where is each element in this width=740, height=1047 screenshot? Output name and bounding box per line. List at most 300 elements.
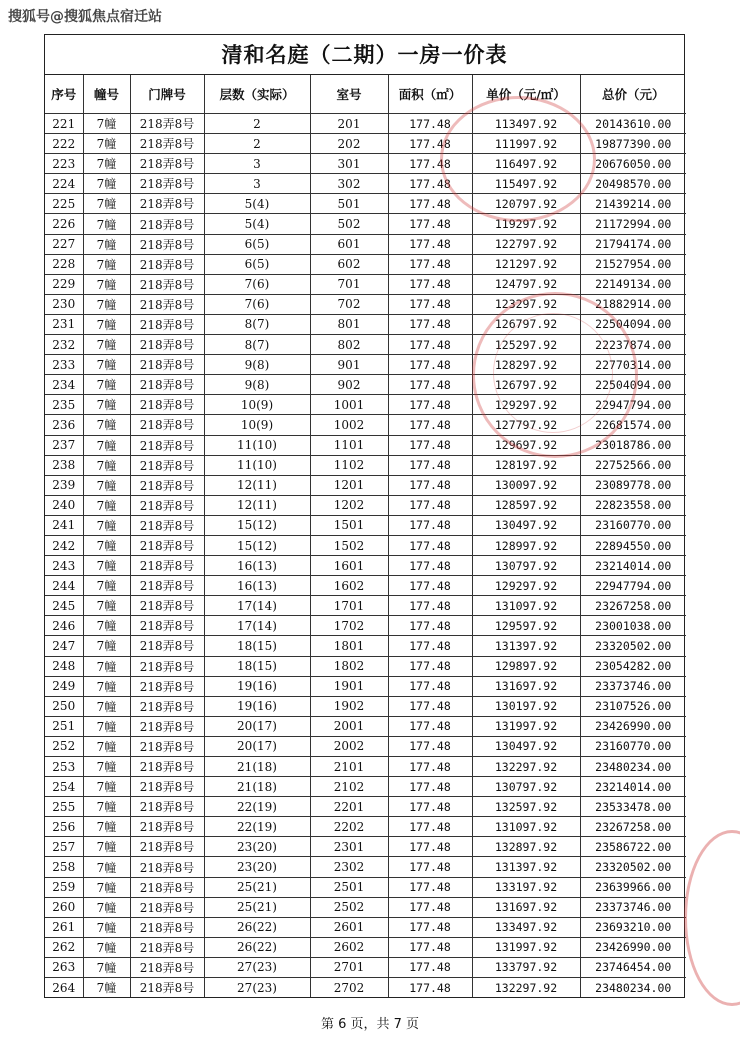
cell-room: 2501 xyxy=(310,877,388,897)
cell-area: 177.48 xyxy=(388,817,472,837)
cell-total-price: 20143610.00 xyxy=(580,114,686,134)
table-row xyxy=(45,676,686,696)
cell-unit-price: 131097.92 xyxy=(472,817,580,837)
table-row xyxy=(45,978,686,998)
cell-door-number: 218弄8号 xyxy=(130,556,204,576)
cell-room: 702 xyxy=(310,294,388,314)
cell-total-price: 23320502.00 xyxy=(580,857,686,877)
cell-room: 2202 xyxy=(310,817,388,837)
cell-unit-price: 130197.92 xyxy=(472,696,580,716)
cell-building: 7幢 xyxy=(83,817,130,837)
price-table xyxy=(45,75,686,997)
cell-door-number: 218弄8号 xyxy=(130,797,204,817)
table-row xyxy=(45,234,686,254)
cell-total-price: 23267258.00 xyxy=(580,817,686,837)
cell-building: 7幢 xyxy=(83,576,130,596)
cell-room: 1502 xyxy=(310,535,388,555)
cell-floor: 10(9) xyxy=(204,395,310,415)
cell-unit-price: 130497.92 xyxy=(472,736,580,756)
header-area: 面积（㎡） xyxy=(388,75,472,114)
cell-unit-price: 126797.92 xyxy=(472,375,580,395)
cell-index: 231 xyxy=(45,314,83,334)
cell-unit-price: 115497.92 xyxy=(472,174,580,194)
cell-room: 1202 xyxy=(310,495,388,515)
cell-building: 7幢 xyxy=(83,656,130,676)
cell-building: 7幢 xyxy=(83,395,130,415)
cell-index: 243 xyxy=(45,556,83,576)
cell-room: 1102 xyxy=(310,455,388,475)
cell-floor: 7(6) xyxy=(204,274,310,294)
cell-area: 177.48 xyxy=(388,274,472,294)
cell-door-number: 218弄8号 xyxy=(130,596,204,616)
cell-building: 7幢 xyxy=(83,777,130,797)
cell-floor: 23(20) xyxy=(204,837,310,857)
cell-floor: 2 xyxy=(204,134,310,154)
cell-building: 7幢 xyxy=(83,194,130,214)
cell-total-price: 23160770.00 xyxy=(580,736,686,756)
cell-unit-price: 129297.92 xyxy=(472,395,580,415)
cell-index: 233 xyxy=(45,355,83,375)
cell-building: 7幢 xyxy=(83,917,130,937)
table-row xyxy=(45,576,686,596)
table-row xyxy=(45,294,686,314)
cell-room: 2102 xyxy=(310,777,388,797)
cell-area: 177.48 xyxy=(388,897,472,917)
cell-floor: 5(4) xyxy=(204,194,310,214)
cell-door-number: 218弄8号 xyxy=(130,355,204,375)
cell-room: 1801 xyxy=(310,636,388,656)
cell-unit-price: 120797.92 xyxy=(472,194,580,214)
cell-floor: 7(6) xyxy=(204,294,310,314)
cell-floor: 5(4) xyxy=(204,214,310,234)
cell-door-number: 218弄8号 xyxy=(130,274,204,294)
cell-index: 241 xyxy=(45,515,83,535)
cell-door-number: 218弄8号 xyxy=(130,656,204,676)
cell-index: 263 xyxy=(45,957,83,977)
table-row xyxy=(45,837,686,857)
cell-floor: 16(13) xyxy=(204,556,310,576)
table-row xyxy=(45,214,686,234)
table-row xyxy=(45,656,686,676)
cell-area: 177.48 xyxy=(388,937,472,957)
cell-room: 1601 xyxy=(310,556,388,576)
table-row xyxy=(45,415,686,435)
cell-area: 177.48 xyxy=(388,656,472,676)
cell-index: 262 xyxy=(45,937,83,957)
cell-area: 177.48 xyxy=(388,556,472,576)
cell-index: 236 xyxy=(45,415,83,435)
cell-total-price: 23267258.00 xyxy=(580,596,686,616)
cell-door-number: 218弄8号 xyxy=(130,455,204,475)
cell-area: 177.48 xyxy=(388,475,472,495)
cell-floor: 21(18) xyxy=(204,777,310,797)
cell-area: 177.48 xyxy=(388,415,472,435)
cell-area: 177.48 xyxy=(388,736,472,756)
cell-floor: 25(21) xyxy=(204,877,310,897)
cell-area: 177.48 xyxy=(388,716,472,736)
cell-index: 248 xyxy=(45,656,83,676)
table-row xyxy=(45,515,686,535)
table-row xyxy=(45,314,686,334)
cell-floor: 19(16) xyxy=(204,676,310,696)
cell-unit-price: 128997.92 xyxy=(472,535,580,555)
cell-door-number: 218弄8号 xyxy=(130,576,204,596)
cell-building: 7幢 xyxy=(83,897,130,917)
table-body xyxy=(45,114,686,998)
cell-index: 225 xyxy=(45,194,83,214)
table-row xyxy=(45,335,686,355)
cell-building: 7幢 xyxy=(83,837,130,857)
cell-total-price: 21794174.00 xyxy=(580,234,686,254)
cell-door-number: 218弄8号 xyxy=(130,535,204,555)
table-row xyxy=(45,937,686,957)
cell-floor: 20(17) xyxy=(204,716,310,736)
cell-floor: 8(7) xyxy=(204,335,310,355)
cell-room: 602 xyxy=(310,254,388,274)
cell-total-price: 21882914.00 xyxy=(580,294,686,314)
cell-door-number: 218弄8号 xyxy=(130,897,204,917)
cell-unit-price: 129697.92 xyxy=(472,435,580,455)
cell-total-price: 22823558.00 xyxy=(580,495,686,515)
cell-floor: 17(14) xyxy=(204,596,310,616)
cell-area: 177.48 xyxy=(388,194,472,214)
page-footer: 第 6 页，共 7 页 xyxy=(320,1017,420,1032)
cell-unit-price: 123297.92 xyxy=(472,294,580,314)
cell-total-price: 23746454.00 xyxy=(580,957,686,977)
cell-unit-price: 128597.92 xyxy=(472,495,580,515)
cell-floor: 23(20) xyxy=(204,857,310,877)
cell-total-price: 23586722.00 xyxy=(580,837,686,857)
cell-total-price: 23320502.00 xyxy=(580,636,686,656)
cell-room: 801 xyxy=(310,314,388,334)
cell-unit-price: 130797.92 xyxy=(472,777,580,797)
cell-floor: 27(23) xyxy=(204,957,310,977)
cell-unit-price: 116497.92 xyxy=(472,154,580,174)
table-row xyxy=(45,134,686,154)
cell-building: 7幢 xyxy=(83,335,130,355)
cell-room: 1101 xyxy=(310,435,388,455)
cell-unit-price: 124797.92 xyxy=(472,274,580,294)
cell-room: 701 xyxy=(310,274,388,294)
table-row xyxy=(45,395,686,415)
cell-index: 222 xyxy=(45,134,83,154)
cell-door-number: 218弄8号 xyxy=(130,114,204,134)
cell-index: 256 xyxy=(45,817,83,837)
cell-door-number: 218弄8号 xyxy=(130,777,204,797)
cell-unit-price: 133197.92 xyxy=(472,877,580,897)
cell-area: 177.48 xyxy=(388,495,472,515)
table-row xyxy=(45,897,686,917)
cell-unit-price: 130097.92 xyxy=(472,475,580,495)
cell-total-price: 23018786.00 xyxy=(580,435,686,455)
cell-floor: 11(10) xyxy=(204,435,310,455)
cell-building: 7幢 xyxy=(83,636,130,656)
table-row xyxy=(45,736,686,756)
cell-index: 245 xyxy=(45,596,83,616)
cell-building: 7幢 xyxy=(83,676,130,696)
cell-floor: 9(8) xyxy=(204,375,310,395)
cell-floor: 15(12) xyxy=(204,515,310,535)
cell-building: 7幢 xyxy=(83,716,130,736)
cell-building: 7幢 xyxy=(83,355,130,375)
cell-index: 252 xyxy=(45,736,83,756)
table-row xyxy=(45,716,686,736)
table-row xyxy=(45,917,686,937)
cell-area: 177.48 xyxy=(388,957,472,977)
cell-door-number: 218弄8号 xyxy=(130,314,204,334)
cell-floor: 17(14) xyxy=(204,616,310,636)
cell-total-price: 23639966.00 xyxy=(580,877,686,897)
cell-building: 7幢 xyxy=(83,957,130,977)
cell-unit-price: 131397.92 xyxy=(472,857,580,877)
table-row xyxy=(45,274,686,294)
cell-unit-price: 113497.92 xyxy=(472,114,580,134)
cell-area: 177.48 xyxy=(388,616,472,636)
cell-building: 7幢 xyxy=(83,556,130,576)
cell-total-price: 22504094.00 xyxy=(580,375,686,395)
cell-room: 2302 xyxy=(310,857,388,877)
cell-area: 177.48 xyxy=(388,254,472,274)
cell-door-number: 218弄8号 xyxy=(130,716,204,736)
cell-total-price: 22947794.00 xyxy=(580,395,686,415)
cell-door-number: 218弄8号 xyxy=(130,736,204,756)
cell-floor: 11(10) xyxy=(204,455,310,475)
cell-door-number: 218弄8号 xyxy=(130,435,204,455)
cell-total-price: 23373746.00 xyxy=(580,676,686,696)
cell-floor: 6(5) xyxy=(204,234,310,254)
cell-room: 1201 xyxy=(310,475,388,495)
cell-total-price: 23054282.00 xyxy=(580,656,686,676)
watermark-text: 搜狐号@搜狐焦点宿迁站 xyxy=(8,9,162,25)
cell-unit-price: 125297.92 xyxy=(472,335,580,355)
cell-building: 7幢 xyxy=(83,475,130,495)
cell-total-price: 19877390.00 xyxy=(580,134,686,154)
table-row xyxy=(45,696,686,716)
cell-area: 177.48 xyxy=(388,174,472,194)
cell-area: 177.48 xyxy=(388,576,472,596)
cell-area: 177.48 xyxy=(388,435,472,455)
cell-room: 1902 xyxy=(310,696,388,716)
table-row xyxy=(45,757,686,777)
cell-building: 7幢 xyxy=(83,455,130,475)
cell-total-price: 20676050.00 xyxy=(580,154,686,174)
cell-floor: 18(15) xyxy=(204,636,310,656)
cell-total-price: 23001038.00 xyxy=(580,616,686,636)
table-row xyxy=(45,636,686,656)
cell-room: 902 xyxy=(310,375,388,395)
cell-unit-price: 119297.92 xyxy=(472,214,580,234)
cell-door-number: 218弄8号 xyxy=(130,978,204,998)
cell-door-number: 218弄8号 xyxy=(130,214,204,234)
cell-index: 237 xyxy=(45,435,83,455)
cell-unit-price: 129597.92 xyxy=(472,616,580,636)
cell-index: 229 xyxy=(45,274,83,294)
cell-index: 224 xyxy=(45,174,83,194)
cell-room: 1901 xyxy=(310,676,388,696)
cell-unit-price: 131997.92 xyxy=(472,716,580,736)
cell-unit-price: 129297.92 xyxy=(472,576,580,596)
cell-index: 226 xyxy=(45,214,83,234)
cell-room: 1501 xyxy=(310,515,388,535)
table-row xyxy=(45,375,686,395)
cell-building: 7幢 xyxy=(83,214,130,234)
cell-floor: 19(16) xyxy=(204,696,310,716)
cell-building: 7幢 xyxy=(83,757,130,777)
cell-floor: 15(12) xyxy=(204,535,310,555)
cell-door-number: 218弄8号 xyxy=(130,174,204,194)
cell-door-number: 218弄8号 xyxy=(130,495,204,515)
cell-total-price: 21172994.00 xyxy=(580,214,686,234)
cell-area: 177.48 xyxy=(388,535,472,555)
cell-building: 7幢 xyxy=(83,616,130,636)
cell-index: 247 xyxy=(45,636,83,656)
cell-room: 2101 xyxy=(310,757,388,777)
cell-index: 239 xyxy=(45,475,83,495)
cell-total-price: 23373746.00 xyxy=(580,897,686,917)
table-header-row xyxy=(45,75,686,114)
cell-room: 2301 xyxy=(310,837,388,857)
cell-area: 177.48 xyxy=(388,455,472,475)
header-room: 室号 xyxy=(310,75,388,114)
cell-room: 1701 xyxy=(310,596,388,616)
header-index: 序号 xyxy=(45,75,83,114)
cell-area: 177.48 xyxy=(388,395,472,415)
cell-door-number: 218弄8号 xyxy=(130,917,204,937)
cell-index: 255 xyxy=(45,797,83,817)
cell-room: 201 xyxy=(310,114,388,134)
cell-building: 7幢 xyxy=(83,174,130,194)
edge-seal xyxy=(684,830,740,1006)
cell-area: 177.48 xyxy=(388,777,472,797)
cell-area: 177.48 xyxy=(388,515,472,535)
header-door-number: 门牌号 xyxy=(130,75,204,114)
cell-index: 244 xyxy=(45,576,83,596)
cell-total-price: 23089778.00 xyxy=(580,475,686,495)
cell-building: 7幢 xyxy=(83,114,130,134)
table-row xyxy=(45,154,686,174)
cell-building: 7幢 xyxy=(83,495,130,515)
cell-room: 2602 xyxy=(310,937,388,957)
cell-total-price: 23693210.00 xyxy=(580,917,686,937)
cell-floor: 2 xyxy=(204,114,310,134)
cell-unit-price: 111997.92 xyxy=(472,134,580,154)
cell-door-number: 218弄8号 xyxy=(130,676,204,696)
cell-building: 7幢 xyxy=(83,314,130,334)
cell-unit-price: 122797.92 xyxy=(472,234,580,254)
cell-floor: 12(11) xyxy=(204,495,310,515)
cell-door-number: 218弄8号 xyxy=(130,937,204,957)
cell-area: 177.48 xyxy=(388,134,472,154)
cell-index: 227 xyxy=(45,234,83,254)
cell-area: 177.48 xyxy=(388,596,472,616)
cell-area: 177.48 xyxy=(388,314,472,334)
cell-unit-price: 131697.92 xyxy=(472,897,580,917)
cell-building: 7幢 xyxy=(83,134,130,154)
cell-door-number: 218弄8号 xyxy=(130,335,204,355)
table-row xyxy=(45,194,686,214)
cell-total-price: 23533478.00 xyxy=(580,797,686,817)
cell-building: 7幢 xyxy=(83,375,130,395)
cell-building: 7幢 xyxy=(83,274,130,294)
cell-unit-price: 121297.92 xyxy=(472,254,580,274)
cell-floor: 9(8) xyxy=(204,355,310,375)
cell-index: 234 xyxy=(45,375,83,395)
cell-building: 7幢 xyxy=(83,696,130,716)
cell-index: 253 xyxy=(45,757,83,777)
cell-building: 7幢 xyxy=(83,415,130,435)
cell-total-price: 22752566.00 xyxy=(580,455,686,475)
cell-area: 177.48 xyxy=(388,375,472,395)
cell-room: 502 xyxy=(310,214,388,234)
cell-area: 177.48 xyxy=(388,214,472,234)
table-row xyxy=(45,114,686,134)
cell-total-price: 22770314.00 xyxy=(580,355,686,375)
cell-door-number: 218弄8号 xyxy=(130,616,204,636)
table-row xyxy=(45,616,686,636)
cell-index: 240 xyxy=(45,495,83,515)
cell-index: 238 xyxy=(45,455,83,475)
header-building: 幢号 xyxy=(83,75,130,114)
cell-index: 242 xyxy=(45,535,83,555)
cell-door-number: 218弄8号 xyxy=(130,636,204,656)
cell-unit-price: 128297.92 xyxy=(472,355,580,375)
cell-room: 1002 xyxy=(310,415,388,435)
cell-door-number: 218弄8号 xyxy=(130,877,204,897)
cell-building: 7幢 xyxy=(83,736,130,756)
cell-floor: 10(9) xyxy=(204,415,310,435)
cell-room: 301 xyxy=(310,154,388,174)
cell-floor: 12(11) xyxy=(204,475,310,495)
cell-door-number: 218弄8号 xyxy=(130,375,204,395)
cell-door-number: 218弄8号 xyxy=(130,415,204,435)
cell-building: 7幢 xyxy=(83,234,130,254)
cell-floor: 22(19) xyxy=(204,797,310,817)
cell-unit-price: 129897.92 xyxy=(472,656,580,676)
cell-area: 177.48 xyxy=(388,234,472,254)
cell-building: 7幢 xyxy=(83,294,130,314)
cell-room: 2701 xyxy=(310,957,388,977)
cell-area: 177.48 xyxy=(388,978,472,998)
cell-total-price: 23214014.00 xyxy=(580,556,686,576)
cell-floor: 21(18) xyxy=(204,757,310,777)
cell-total-price: 20498570.00 xyxy=(580,174,686,194)
table-row xyxy=(45,495,686,515)
cell-index: 261 xyxy=(45,917,83,937)
table-row xyxy=(45,174,686,194)
cell-area: 177.48 xyxy=(388,355,472,375)
table-row xyxy=(45,355,686,375)
cell-unit-price: 132597.92 xyxy=(472,797,580,817)
cell-room: 601 xyxy=(310,234,388,254)
cell-index: 254 xyxy=(45,777,83,797)
cell-total-price: 22149134.00 xyxy=(580,274,686,294)
cell-room: 1602 xyxy=(310,576,388,596)
table-row xyxy=(45,857,686,877)
cell-index: 258 xyxy=(45,857,83,877)
cell-building: 7幢 xyxy=(83,154,130,174)
cell-total-price: 23426990.00 xyxy=(580,937,686,957)
cell-area: 177.48 xyxy=(388,294,472,314)
cell-area: 177.48 xyxy=(388,857,472,877)
cell-floor: 6(5) xyxy=(204,254,310,274)
cell-unit-price: 130497.92 xyxy=(472,515,580,535)
cell-area: 177.48 xyxy=(388,797,472,817)
cell-unit-price: 126797.92 xyxy=(472,314,580,334)
cell-area: 177.48 xyxy=(388,696,472,716)
cell-unit-price: 132897.92 xyxy=(472,837,580,857)
table-row xyxy=(45,817,686,837)
cell-door-number: 218弄8号 xyxy=(130,475,204,495)
